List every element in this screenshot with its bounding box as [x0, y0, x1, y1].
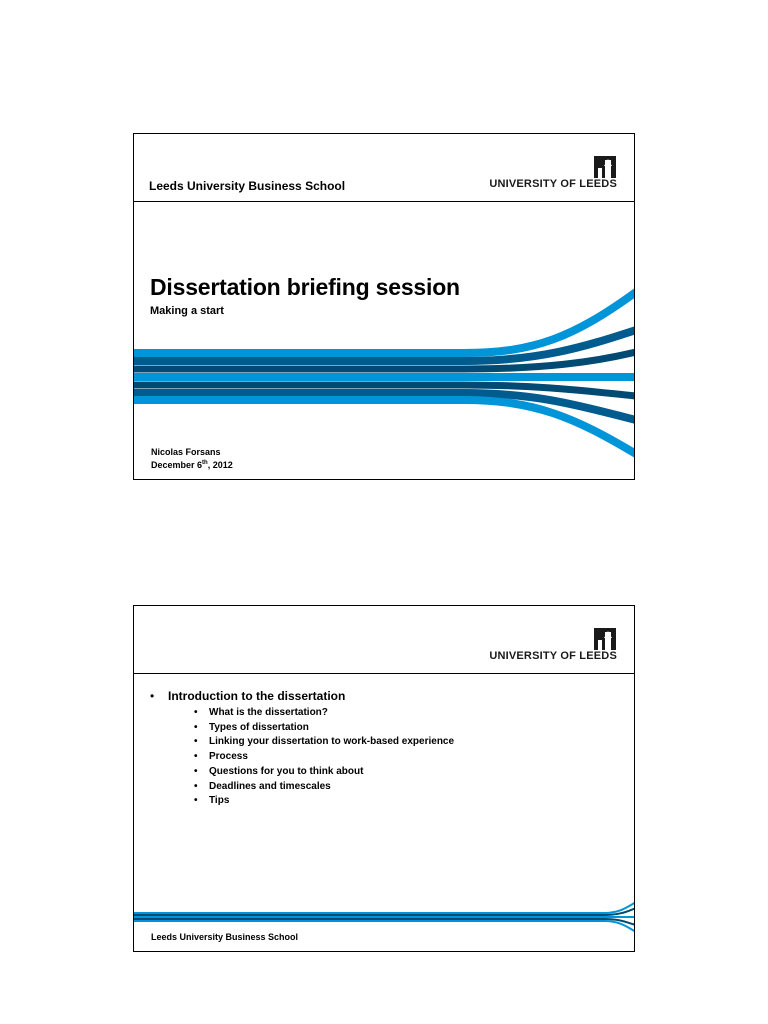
footer-school-name: Leeds University Business School [151, 932, 299, 942]
university-logo [487, 628, 617, 662]
list-item: • What is the dissertation? [194, 706, 454, 721]
list-item: • Questions for you to think about [194, 765, 454, 780]
agenda-list [148, 689, 454, 809]
slide-title: Dissertation briefing session [150, 274, 460, 300]
list-item: • Tips [194, 794, 454, 809]
decorative-stripes [134, 282, 635, 462]
list-item: • Linking your dissertation to work-based experience [194, 735, 454, 750]
slide-subtitle: Making a start [150, 305, 224, 317]
header-divider [134, 201, 634, 202]
university-wordmark: UNIVERSITY OF LEEDS [489, 650, 617, 662]
date-day: December 6 [151, 460, 203, 470]
university-logo [487, 156, 617, 190]
list-item: • Types of dissertation [194, 721, 454, 736]
university-crest-icon [594, 156, 616, 178]
agenda-heading [148, 689, 454, 809]
author-name: Nicolas Forsans [151, 447, 221, 457]
university-crest-icon [594, 628, 616, 650]
agenda-subitems [168, 706, 454, 809]
title-slide [133, 133, 635, 480]
school-name: Leeds University Business School [149, 179, 346, 193]
presentation-date [151, 460, 233, 470]
date-year: , 2012 [207, 460, 233, 470]
footer-stripes [134, 896, 635, 936]
agenda-slide [133, 605, 635, 952]
list-item: • Process [194, 750, 454, 765]
agenda-heading-text: Introduction to the dissertation [168, 689, 346, 703]
university-wordmark: UNIVERSITY OF LEEDS [489, 178, 617, 190]
list-item: • Deadlines and timescales [194, 780, 454, 795]
header-divider [134, 673, 634, 674]
date-suffix: th [202, 460, 208, 466]
